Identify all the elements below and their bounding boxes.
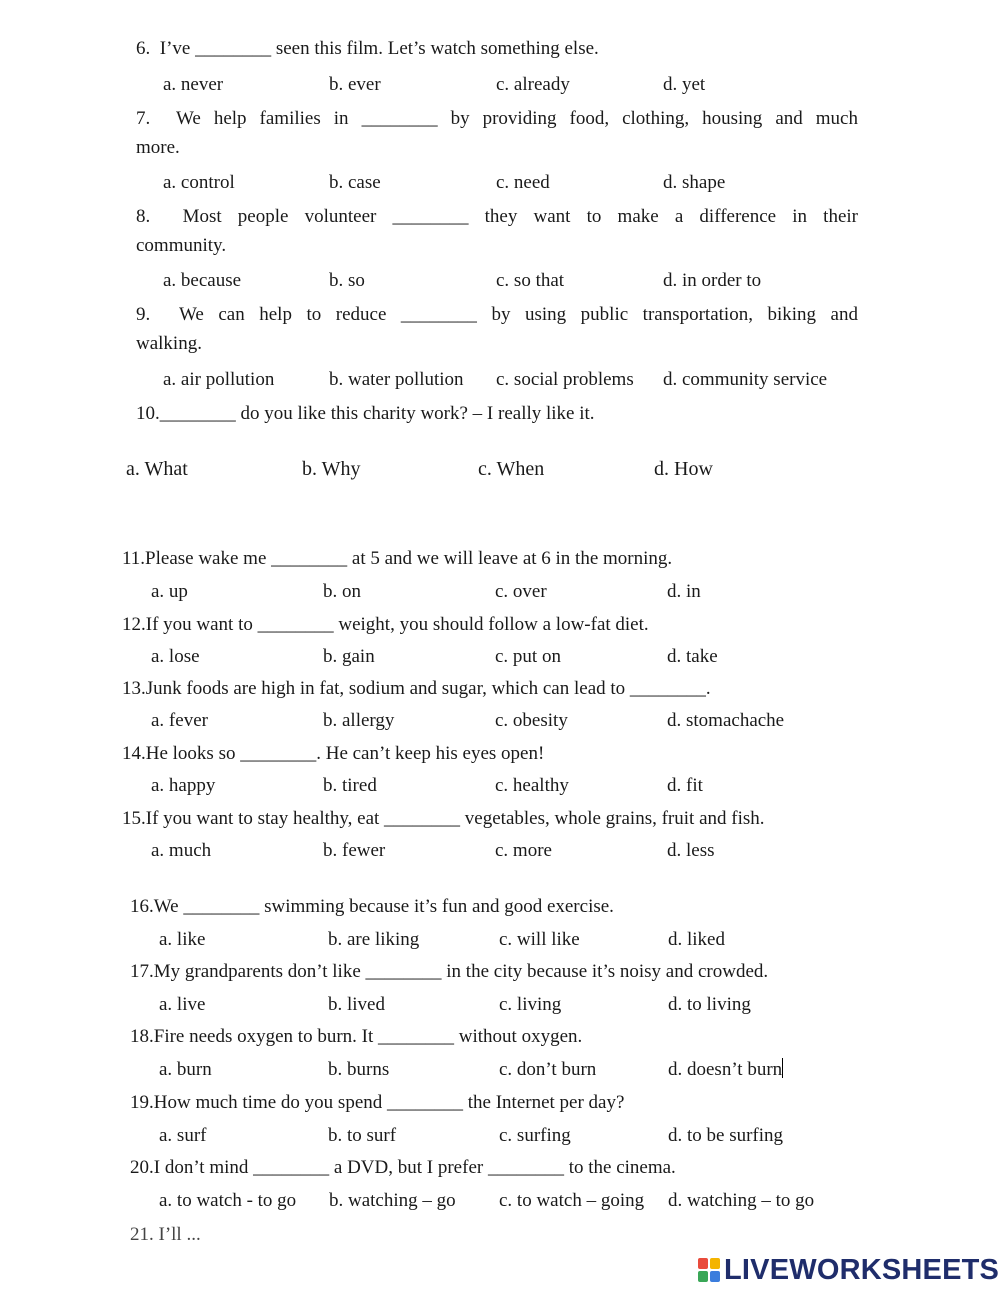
question-20-stem: 20.I don’t mind ________ a DVD, but I prefer ________ to the cinema. — [130, 1157, 676, 1178]
liveworksheets-logo — [697, 1253, 999, 1287]
question-13-option-a[interactable]: a. fever — [151, 710, 208, 731]
question-19-option-b[interactable]: b. to surf — [328, 1125, 397, 1146]
question-11-stem: 11.Please wake me ________ at 5 and we will leave at 6 in the morning. — [122, 548, 673, 569]
question-10-stem: 10.________ do you like this charity work? – I really like it. — [136, 403, 595, 424]
question-7-option-d[interactable]: d. shape — [663, 172, 726, 193]
question-11-option-c[interactable]: c. over — [495, 581, 547, 602]
question-15-stem: 15.If you want to stay healthy, eat ________ vegetables, whole grains, fruit and fish. — [122, 808, 765, 829]
question-9-stem: 9. We can help to reduce ________ by using public transportation, biking and — [136, 304, 858, 325]
question-20-option-d[interactable]: d. watching – to go — [668, 1190, 815, 1211]
question-8-option-a[interactable]: a. because — [163, 270, 242, 291]
question-14-option-b[interactable]: b. tired — [323, 775, 377, 796]
question-20-option-c[interactable]: c. to watch – going — [499, 1190, 645, 1211]
question-11-option-a[interactable]: a. up — [151, 581, 188, 602]
question-17-option-d[interactable]: d. to living — [668, 994, 751, 1015]
question-18-option-b[interactable]: b. burns — [328, 1059, 390, 1080]
question-18-option-d[interactable] — [668, 1058, 783, 1082]
question-8-option-b[interactable]: b. so — [329, 270, 365, 291]
question-18-option-c[interactable]: c. don’t burn — [499, 1059, 597, 1080]
question-16-option-a[interactable]: a. like — [159, 929, 206, 950]
clipped-next-question: 21. I’ll ... — [130, 1224, 201, 1245]
question-10-option-a[interactable]: a. What — [126, 458, 188, 480]
question-17-option-c[interactable]: c. living — [499, 994, 562, 1015]
question-9-option-a[interactable]: a. air pollution — [163, 369, 275, 390]
question-16-option-c[interactable]: c. will like — [499, 929, 580, 950]
question-7-stem-continued: more. — [136, 137, 180, 158]
question-15-option-a[interactable]: a. much — [151, 840, 212, 861]
logo-text: LIVEWORKSHEETS — [724, 1253, 1000, 1286]
question-14-option-d[interactable]: d. fit — [667, 775, 703, 796]
question-6-option-d[interactable]: d. yet — [663, 74, 706, 95]
question-19-stem: 19.How much time do you spend ________ the Internet per day? — [130, 1092, 625, 1113]
question-11-option-d[interactable]: d. in — [667, 581, 701, 602]
logo-mark-icon — [697, 1257, 721, 1283]
question-16-option-b[interactable]: b. are liking — [328, 929, 420, 950]
question-9-stem-continued: walking. — [136, 333, 202, 354]
question-12-option-a[interactable]: a. lose — [151, 646, 200, 667]
question-17-option-b[interactable]: b. lived — [328, 994, 385, 1015]
question-14-option-a[interactable]: a. happy — [151, 775, 216, 796]
question-13-option-c[interactable]: c. obesity — [495, 710, 568, 731]
question-6-option-c[interactable]: c. already — [496, 74, 570, 95]
question-8-option-c[interactable]: c. so that — [496, 270, 565, 291]
question-20-option-b[interactable]: b. watching – go — [329, 1190, 456, 1211]
question-18-stem: 18.Fire needs oxygen to burn. It ________ without oxygen. — [130, 1026, 583, 1047]
question-13-option-b[interactable]: b. allergy — [323, 710, 395, 731]
question-9-option-c[interactable]: c. social problems — [496, 369, 634, 390]
question-12-option-c[interactable]: c. put on — [495, 646, 561, 667]
question-18-option-d-label: d. doesn’t burn — [668, 1059, 783, 1080]
question-12-stem: 12.If you want to ________ weight, you should follow a low-fat diet. — [122, 614, 649, 635]
question-16-stem: 16.We ________ swimming because it’s fun and good exercise. — [130, 896, 614, 917]
question-18-option-a[interactable]: a. burn — [159, 1059, 212, 1080]
question-7-option-a[interactable]: a. control — [163, 172, 235, 193]
question-17-option-a[interactable]: a. live — [159, 994, 206, 1015]
question-6-option-b[interactable]: b. ever — [329, 74, 381, 95]
question-15-option-b[interactable]: b. fewer — [323, 840, 386, 861]
question-13-stem: 13.Junk foods are high in fat, sodium and sugar, which can lead to ________. — [122, 678, 711, 699]
question-17-stem: 17.My grandparents don’t like ________ in the city because it’s noisy and crowded. — [130, 961, 769, 982]
question-8-option-d[interactable]: d. in order to — [663, 270, 762, 291]
question-16-option-d[interactable]: d. liked — [668, 929, 725, 950]
text-cursor — [782, 1058, 783, 1078]
question-12-option-d[interactable]: d. take — [667, 646, 718, 667]
question-14-option-c[interactable]: c. healthy — [495, 775, 569, 796]
question-10-option-c[interactable]: c. When — [478, 458, 545, 480]
question-8-stem: 8. Most people volunteer ________ they want to make a difference in their — [136, 206, 858, 227]
question-7-option-b[interactable]: b. case — [329, 172, 381, 193]
question-14-stem: 14.He looks so ________. He can’t keep his eyes open! — [122, 743, 545, 764]
question-6-option-a[interactable]: a. never — [163, 74, 224, 95]
question-11-option-b[interactable]: b. on — [323, 581, 361, 602]
question-8-stem-continued: community. — [136, 235, 227, 256]
question-12-option-b[interactable]: b. gain — [323, 646, 375, 667]
question-13-option-d[interactable]: d. stomachache — [667, 710, 785, 731]
question-15-option-c[interactable]: c. more — [495, 840, 552, 861]
question-6-stem: 6. I’ve ________ seen this film. Let’s watch something else. — [136, 38, 599, 59]
question-9-option-b[interactable]: b. water pollution — [329, 369, 464, 390]
question-19-option-c[interactable]: c. surfing — [499, 1125, 571, 1146]
question-20-option-a[interactable]: a. to watch - to go — [159, 1190, 297, 1211]
question-10-option-d[interactable]: d. How — [654, 458, 713, 480]
question-7-stem: 7. We help families in ________ by providing food, clothing, housing and much — [136, 108, 858, 129]
question-10-option-b[interactable]: b. Why — [302, 458, 361, 480]
question-7-option-c[interactable]: c. need — [496, 172, 550, 193]
question-19-option-a[interactable]: a. surf — [159, 1125, 207, 1146]
question-15-option-d[interactable]: d. less — [667, 840, 715, 861]
question-9-option-d[interactable]: d. community service — [663, 369, 828, 390]
question-19-option-d[interactable]: d. to be surfing — [668, 1125, 784, 1146]
